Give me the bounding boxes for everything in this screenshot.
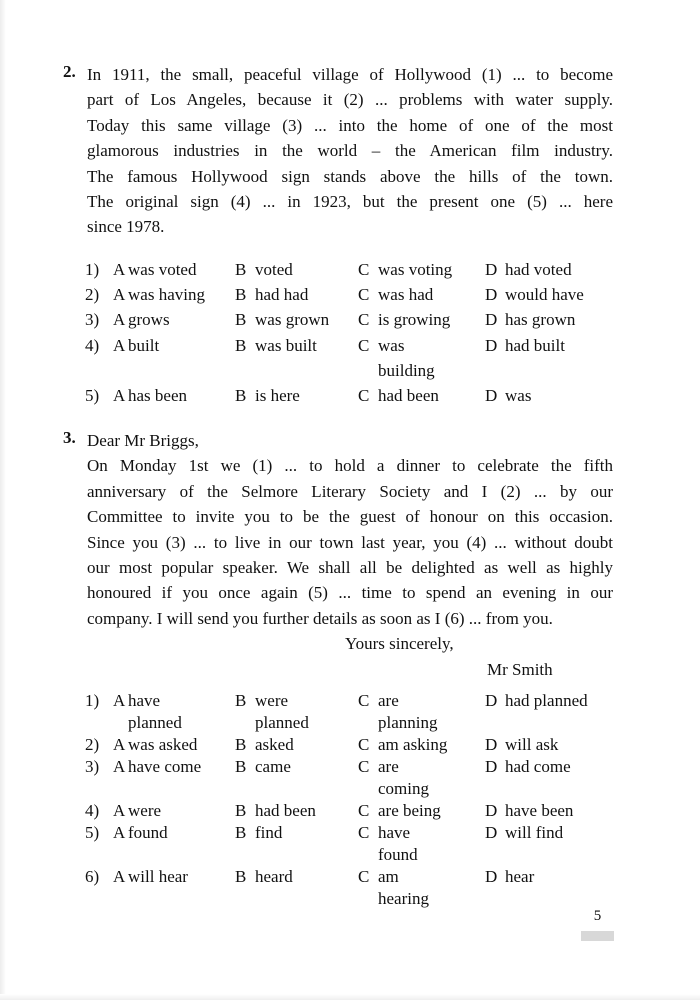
paragraph-line: part of Los Angeles, because it (2) ... problems with water supply. bbox=[87, 90, 613, 110]
option-cell bbox=[358, 800, 485, 822]
option-text: built bbox=[128, 335, 160, 355]
option-text: have been bbox=[505, 801, 574, 820]
option-row-number: 2) bbox=[85, 285, 100, 305]
paragraph-line: honoured if you once again (5) ... time to spend an evening in our bbox=[87, 583, 613, 603]
exercise-3 bbox=[63, 428, 619, 682]
option-text: came bbox=[255, 757, 291, 776]
option-row bbox=[85, 822, 615, 866]
option-letter: A bbox=[113, 735, 126, 754]
option-cell bbox=[85, 800, 235, 822]
option-row-number: 1) bbox=[85, 691, 100, 710]
option-text: are being bbox=[378, 801, 441, 820]
option-cell bbox=[485, 383, 613, 408]
option-letter: B bbox=[235, 691, 247, 710]
paragraph-line: company. I will send you further details as soon as I (6) ... from you. bbox=[87, 608, 553, 628]
option-text: have planned bbox=[128, 691, 182, 732]
option-cell bbox=[85, 690, 235, 734]
option-letter: B bbox=[235, 867, 247, 886]
option-text: had been bbox=[378, 386, 439, 406]
option-text: were bbox=[128, 801, 162, 820]
option-cell bbox=[358, 307, 485, 332]
option-cell bbox=[358, 734, 485, 756]
option-letter: A bbox=[113, 867, 126, 886]
option-text: is here bbox=[255, 386, 300, 406]
option-letter: C bbox=[358, 735, 370, 754]
option-letter: C bbox=[358, 285, 370, 305]
exercise-3-number: 3. bbox=[63, 428, 76, 447]
option-text: is growing bbox=[378, 310, 451, 330]
exercise-2-paragraph bbox=[87, 62, 613, 240]
option-row bbox=[85, 383, 615, 408]
option-row-number: 3) bbox=[85, 310, 100, 330]
option-cell bbox=[358, 756, 485, 800]
option-letter: B bbox=[235, 386, 247, 406]
option-letter: C bbox=[358, 310, 370, 330]
option-row-number: 5) bbox=[85, 823, 100, 842]
option-cell bbox=[485, 734, 613, 756]
option-letter: D bbox=[485, 757, 498, 776]
option-row bbox=[85, 257, 615, 282]
option-row bbox=[85, 800, 615, 822]
option-text: was having bbox=[128, 285, 205, 305]
option-letter: D bbox=[485, 823, 498, 842]
paragraph-line: The famous Hollywood sign stands above the hills of the town. bbox=[87, 166, 613, 186]
option-cell bbox=[358, 383, 485, 408]
option-letter: A bbox=[113, 310, 126, 330]
option-text: are planning bbox=[378, 691, 438, 732]
paragraph-line: our most popular speaker. We shall all be delighted as well as highly bbox=[87, 558, 613, 578]
option-cell bbox=[358, 282, 485, 307]
option-letter: D bbox=[485, 801, 498, 820]
option-letter: D bbox=[485, 691, 498, 710]
option-cell bbox=[85, 734, 235, 756]
option-row bbox=[85, 866, 615, 910]
option-cell bbox=[235, 822, 358, 844]
option-cell bbox=[485, 307, 613, 332]
option-text: had been bbox=[255, 801, 316, 820]
option-letter: C bbox=[358, 801, 370, 820]
option-cell bbox=[85, 333, 235, 358]
page-bottom-edge-shading bbox=[0, 994, 700, 1000]
page-number: 5 bbox=[593, 908, 602, 924]
page-number-tab bbox=[581, 931, 614, 941]
option-row-number: 3) bbox=[85, 757, 100, 776]
option-letter: A bbox=[113, 691, 126, 710]
option-letter: B bbox=[235, 757, 247, 776]
option-cell bbox=[358, 690, 485, 734]
paragraph-line: since 1978. bbox=[87, 217, 165, 237]
option-cell bbox=[235, 282, 358, 307]
option-cell bbox=[485, 333, 613, 358]
option-cell bbox=[485, 800, 613, 822]
option-cell bbox=[358, 333, 485, 383]
option-text: was bbox=[505, 386, 532, 406]
option-cell bbox=[85, 866, 235, 888]
option-letter: B bbox=[235, 735, 247, 754]
option-letter: D bbox=[485, 260, 498, 279]
option-letter: D bbox=[485, 310, 498, 330]
option-letter: C bbox=[358, 867, 370, 886]
letter-signature: Mr Smith bbox=[487, 659, 553, 679]
option-letter: B bbox=[235, 801, 247, 820]
paragraph-line: Since you (3) ... to live in our town last year, you (4) ... without doubt bbox=[87, 532, 613, 552]
option-text: will hear bbox=[128, 867, 188, 886]
option-text: voted bbox=[255, 260, 293, 279]
exercise-2 bbox=[63, 62, 619, 240]
option-text: had come bbox=[505, 757, 571, 776]
option-cell bbox=[85, 282, 235, 307]
option-row bbox=[85, 282, 615, 307]
option-letter: C bbox=[358, 386, 370, 406]
paragraph-line: In 1911, the small, peaceful village of Hollywood (1) ... to become bbox=[87, 65, 613, 84]
option-letter: A bbox=[113, 801, 126, 820]
option-text: had built bbox=[505, 335, 565, 355]
option-text: was building bbox=[378, 335, 435, 380]
option-row-number: 6) bbox=[85, 867, 100, 886]
option-text: had voted bbox=[505, 260, 572, 279]
exercise-3-options-table bbox=[85, 690, 615, 910]
paragraph-line: glamorous industries in the world – the American film industry. bbox=[87, 141, 613, 161]
option-letter: B bbox=[235, 260, 247, 279]
option-text: was had bbox=[378, 285, 434, 305]
paragraph-line: Committee to invite you to be the guest of honour on this occasion. bbox=[87, 507, 613, 527]
exercise-2-options-table bbox=[85, 257, 615, 408]
option-cell bbox=[485, 690, 613, 712]
option-letter: C bbox=[358, 757, 370, 776]
paragraph-line: Today this same village (3) ... into the home of one of the most bbox=[87, 115, 613, 135]
option-letter: C bbox=[358, 691, 370, 710]
option-letter: A bbox=[113, 386, 126, 406]
option-row bbox=[85, 333, 615, 383]
option-text: was voted bbox=[128, 260, 197, 279]
option-letter: C bbox=[358, 335, 370, 355]
option-cell bbox=[235, 800, 358, 822]
option-letter: A bbox=[113, 260, 126, 279]
option-text: grows bbox=[128, 310, 170, 330]
option-letter: D bbox=[485, 867, 498, 886]
option-cell bbox=[485, 257, 613, 282]
option-letter: A bbox=[113, 285, 126, 305]
option-row bbox=[85, 690, 615, 734]
option-text: had planned bbox=[505, 691, 588, 710]
option-row bbox=[85, 756, 615, 800]
option-letter: D bbox=[485, 285, 498, 305]
option-letter: D bbox=[485, 735, 498, 754]
option-cell bbox=[235, 333, 358, 358]
option-text: are coming bbox=[378, 757, 429, 798]
option-text: would have bbox=[505, 285, 584, 305]
option-text: will ask bbox=[505, 735, 559, 754]
option-cell bbox=[235, 307, 358, 332]
option-letter: B bbox=[235, 285, 247, 305]
exercise-3-letter bbox=[87, 428, 613, 682]
option-letter: B bbox=[235, 823, 247, 842]
option-cell bbox=[85, 822, 235, 844]
option-row-number: 4) bbox=[85, 335, 100, 355]
option-letter: C bbox=[358, 260, 370, 279]
option-row bbox=[85, 734, 615, 756]
option-text: hear bbox=[505, 867, 535, 886]
option-letter: A bbox=[113, 823, 126, 842]
option-text: heard bbox=[255, 867, 293, 886]
exercise-2-number: 2. bbox=[63, 62, 76, 81]
option-cell bbox=[485, 822, 613, 844]
option-text: will find bbox=[505, 823, 564, 842]
option-letter: C bbox=[358, 823, 370, 842]
option-text: was asked bbox=[128, 735, 198, 754]
exercise-3-paragraph bbox=[87, 453, 613, 631]
option-text: had had bbox=[255, 285, 309, 305]
option-text: am asking bbox=[378, 735, 448, 754]
option-letter: A bbox=[113, 335, 126, 355]
option-text: am hearing bbox=[378, 867, 429, 908]
option-text: found bbox=[128, 823, 168, 842]
option-text: was grown bbox=[255, 310, 330, 330]
option-row-number: 4) bbox=[85, 801, 100, 820]
option-text: was built bbox=[255, 335, 317, 355]
paragraph-line: On Monday 1st we (1) ... to hold a dinner to celebrate the fifth bbox=[87, 456, 613, 476]
option-cell bbox=[85, 383, 235, 408]
option-cell bbox=[85, 257, 235, 282]
option-cell bbox=[485, 756, 613, 778]
option-text: asked bbox=[255, 735, 294, 754]
option-letter: D bbox=[485, 335, 498, 355]
option-cell bbox=[235, 756, 358, 778]
paragraph-line: The original sign (4) ... in 1923, but the present one (5) ... here bbox=[87, 192, 613, 212]
option-row bbox=[85, 307, 615, 332]
option-text: has grown bbox=[505, 310, 576, 330]
option-cell bbox=[235, 690, 358, 734]
option-letter: D bbox=[485, 386, 498, 406]
option-cell bbox=[485, 282, 613, 307]
option-row-number: 5) bbox=[85, 386, 100, 406]
option-row-number: 2) bbox=[85, 735, 100, 754]
option-cell bbox=[485, 866, 613, 888]
option-cell bbox=[85, 307, 235, 332]
option-text: was voting bbox=[378, 260, 453, 279]
page-left-edge-shading bbox=[0, 0, 6, 1000]
option-cell bbox=[85, 756, 235, 778]
option-text: have found bbox=[378, 823, 418, 864]
option-row-number: 1) bbox=[85, 260, 100, 279]
option-cell bbox=[358, 866, 485, 910]
option-text: find bbox=[255, 823, 283, 842]
letter-closing: Yours sincerely, bbox=[345, 634, 454, 654]
paragraph-line: anniversary of the Selmore Literary Society and I (2) ... by our bbox=[87, 481, 613, 501]
option-letter: B bbox=[235, 310, 247, 330]
option-text: were planned bbox=[255, 691, 309, 732]
option-cell bbox=[358, 257, 485, 282]
option-cell bbox=[358, 822, 485, 866]
option-text: have come bbox=[128, 757, 202, 776]
option-text: has been bbox=[128, 386, 188, 406]
option-cell bbox=[235, 866, 358, 888]
option-letter: B bbox=[235, 335, 247, 355]
letter-salutation: Dear Mr Briggs, bbox=[87, 431, 199, 450]
option-cell bbox=[235, 734, 358, 756]
option-cell bbox=[235, 383, 358, 408]
option-cell bbox=[235, 257, 358, 282]
option-letter: A bbox=[113, 757, 126, 776]
